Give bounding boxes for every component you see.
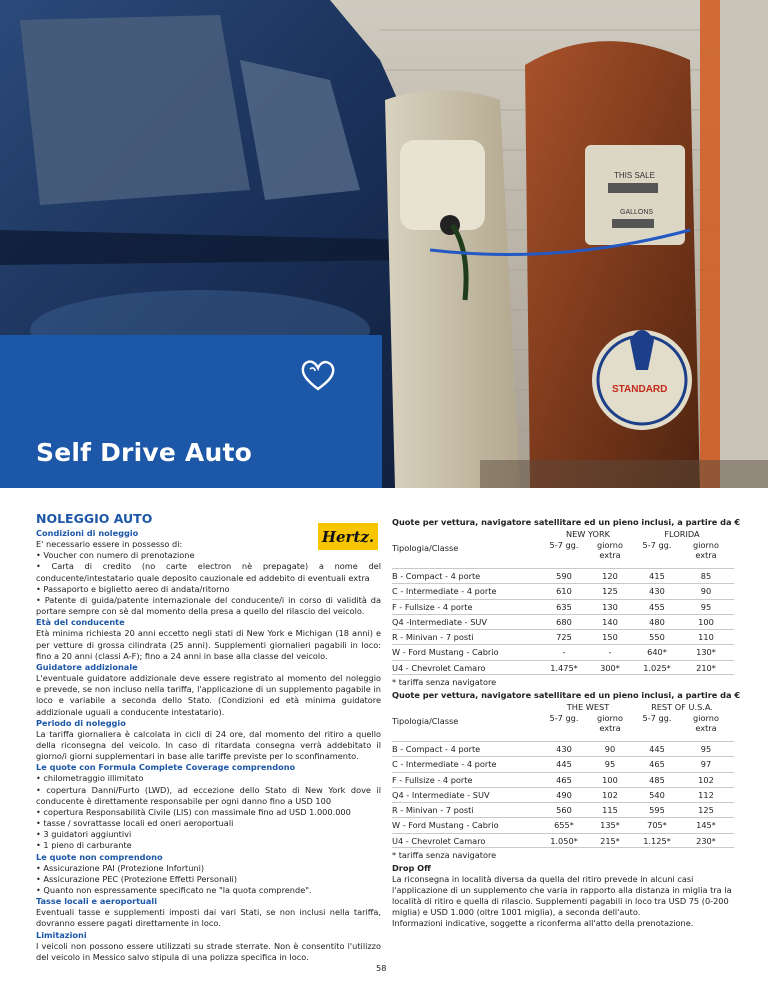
page-title: Self Drive Auto — [36, 438, 252, 467]
table-row — [392, 817, 734, 832]
table-footnote: * tariffa senza navigatore — [392, 850, 497, 861]
cell: 85 — [700, 571, 712, 581]
dropoff-section — [392, 863, 734, 928]
block-line: • Assicurazione PAI (Protezione Infortuni) — [36, 862, 205, 873]
block-line: Eventuali tasse e supplementi imposti dai vari Stati, se non inclusi nella tariffa, dovranno essere pagati direttamente in loco. — [36, 907, 381, 929]
table-row — [392, 629, 734, 644]
block-line: • copertura Responsabilità Civile (LIS) con massimale fino ad USD 1.000.000 — [36, 806, 351, 817]
col-label: 5-7 gg. — [549, 540, 579, 550]
cell: 1.475* — [550, 662, 578, 673]
pump-sign-sale: THIS SALE — [614, 171, 655, 180]
block-line: I veicoli non possono essere utilizzati su strade sterrate. Non è consentito l'utilizzo del veicolo in Messico salvo stipula di una polizza specifica in loco. — [36, 940, 381, 962]
cell: 465 — [649, 759, 665, 770]
table-row — [392, 568, 734, 583]
cell: 300* — [600, 662, 620, 673]
cell: 115 — [602, 805, 618, 816]
section-title: NOLEGGIO AUTO — [36, 511, 153, 526]
cell: 112 — [698, 789, 714, 800]
table-row — [392, 741, 734, 756]
pump-brand-label: STANDARD — [612, 384, 668, 395]
column-header — [392, 540, 734, 562]
cell: 610 — [556, 586, 572, 597]
table-row — [392, 644, 734, 659]
row-label: B - Compact - 4 porte — [392, 571, 481, 581]
col-label-class: Tipologia/Classe — [392, 716, 459, 726]
cell: 120 — [602, 571, 618, 581]
table-row — [392, 660, 734, 675]
block-line: • 3 guidatori aggiuntivi — [36, 829, 132, 840]
cell: 135* — [600, 820, 620, 831]
block-line: • 1 pieno di carburante — [36, 840, 132, 851]
row-label: U4 - Chevrolet Camaro — [392, 835, 486, 846]
block-line: • Quanto non espressamente specificato ne "la quota comprende". — [36, 885, 312, 895]
cell: 95 — [604, 759, 616, 770]
hero-photo — [0, 0, 768, 488]
row-label: R - Minivan - 7 posti — [392, 632, 474, 643]
dropoff-heading: Drop Off — [392, 863, 431, 873]
table-footnote: * tariffa senza navigatore — [392, 677, 497, 688]
row-label: W - Ford Mustang - Cabrio — [392, 820, 499, 831]
block-heading: Periodo di noleggio — [36, 717, 126, 728]
block-line: • Assicurazione PEC (Protezione Effetti Personali) — [36, 873, 238, 884]
cell: 95 — [700, 744, 712, 754]
cell: 215* — [600, 835, 620, 846]
cell: - — [608, 647, 612, 658]
cell: 430 — [649, 586, 665, 597]
cell: 655* — [554, 820, 574, 831]
row-label: F - Fullsize - 4 porte — [392, 774, 473, 785]
col-label: 5-7 gg. — [642, 713, 672, 723]
cell: 415 — [649, 571, 665, 581]
cell: 705* — [647, 820, 667, 831]
col-label: giorno extra — [597, 540, 623, 560]
table-row — [392, 756, 734, 771]
cell: 635 — [556, 601, 572, 612]
cell: 550 — [649, 632, 665, 643]
table-row — [392, 599, 734, 614]
cell: 125 — [698, 805, 714, 816]
region-label: REST OF U.S.A. — [651, 702, 713, 712]
row-label: C - Intermediate - 4 porte — [392, 759, 497, 770]
cell: 445 — [649, 744, 665, 754]
pump-sign-gallons: GALLONS — [620, 209, 654, 216]
row-label: C - Intermediate - 4 porte — [392, 586, 497, 597]
block-line: • chilometraggio illimitato — [36, 773, 144, 784]
table-row — [392, 787, 734, 802]
block-heading: Età del conducente — [36, 617, 125, 628]
row-label: U4 - Chevrolet Camaro — [392, 662, 486, 673]
region-header — [392, 702, 734, 713]
block-heading: Limitazioni — [36, 929, 87, 940]
row-label: B - Compact - 4 porte — [392, 744, 481, 754]
cell: 430 — [556, 744, 572, 754]
cell: 455 — [649, 601, 665, 612]
cell: 102 — [602, 789, 618, 800]
block-line: • Passaporto e biglietto aereo di andata/ritorno — [36, 583, 230, 594]
table-row — [392, 614, 734, 629]
row-label: F - Fullsize - 4 porte — [392, 601, 473, 612]
row-label: W - Ford Mustang - Cabrio — [392, 647, 499, 658]
cell: - — [562, 647, 566, 658]
cell: 1.025* — [643, 662, 671, 673]
block-heading: Le quote con Formula Complete Coverage comprendono — [36, 762, 296, 773]
col-label: giorno extra — [693, 713, 719, 733]
cell: 95 — [700, 601, 712, 612]
cell: 210* — [696, 662, 716, 673]
block-line: • Patente di guida/patente internazionale del conducente/i in corso di validità da portare sempre con sè dal momento della presa a quello del rilascio del veicolo. — [36, 594, 381, 617]
block-heading: Tasse locali e aeroportuali — [36, 896, 158, 907]
block-heading: Le quote non comprendono — [36, 851, 163, 862]
dropoff-text: La riconsegna in località diversa da quella del ritiro prevede in alcuni casi l'applicazione di un supplemento che varia in rapporto alla distanza in miglia tra la località di ritiro e quella di rilascio. Supplementi pagabili in loco tra USD 75 (0-200 miglia) e USD 1.000 (oltre 1001 miglia), a seconda dell'auto. — [392, 873, 732, 917]
block-line: • copertura Danni/Furto (LWD), ad eccezione dello Stato di New York dove il conducente è direttamente responsabile per ogni danno fino a USD 100 — [36, 784, 381, 806]
col-label: 5-7 gg. — [642, 540, 672, 550]
block-line: L'eventuale guidatore addizionale deve essere registrato al momento del noleggio e prevede, se non incluso nella tariffa, l'applicazione di un supplemento pagabile in loco e variabile a seconda dello Stato. (Condizioni ed età minima guidatore addizionale uguali a conducente intestatario). — [36, 673, 381, 717]
dropoff-note: Informazioni indicative, soggette a riconferma all'atto della prenotazione. — [392, 917, 694, 928]
table-title: Quote per vettura, navigatore satellitare ed un pieno inclusi, a partire da € — [392, 690, 741, 700]
cell: 1.125* — [643, 835, 671, 846]
block-line: La tariffa giornaliera è calcolata in cicli di 24 ore, dal momento del ritiro a quello della riconsegna del veicolo. In caso di ritardata consegna verrà addebitato il giorno/i giorni supplementari in base alle tariffe previste per lo sconfinamento. — [36, 728, 381, 762]
cell: 140 — [602, 616, 618, 627]
region-label: THE WEST — [566, 702, 610, 712]
table-body — [392, 741, 734, 848]
column-header — [392, 713, 734, 735]
table-row — [392, 583, 734, 598]
cell: 480 — [649, 616, 665, 627]
cell: 130* — [696, 647, 716, 658]
block-line: • Voucher con numero di prenotazione — [36, 550, 195, 561]
cell: 445 — [556, 759, 572, 770]
cell: 490 — [556, 789, 572, 800]
col-label: giorno extra — [693, 540, 719, 560]
region-header — [392, 529, 734, 540]
cell: 595 — [649, 805, 665, 816]
block-heading: Condizioni di noleggio — [36, 528, 139, 538]
cell: 102 — [698, 774, 714, 785]
block-line: E' necessario essere in possesso di: — [36, 539, 183, 550]
hertz-logo-text: Hertz. — [321, 527, 375, 546]
heart-icon — [300, 358, 336, 392]
table-row — [392, 833, 734, 848]
cell: 560 — [556, 805, 572, 816]
row-label: Q4 - Intermediate - SUV — [392, 789, 490, 800]
table-title: Quote per vettura, navigatore satellitare ed un pieno inclusi, a partire da € — [392, 517, 741, 527]
cell: 97 — [700, 759, 712, 770]
block-heading: Guidatore addizionale — [36, 661, 138, 672]
cell: 100 — [698, 616, 714, 627]
table-row — [392, 772, 734, 787]
table-row — [392, 802, 734, 817]
col-label-class: Tipologia/Classe — [392, 543, 459, 553]
block-line: • tasse / sovrattasse locali ed oneri aeroportuali — [36, 818, 234, 829]
col-label: 5-7 gg. — [549, 713, 579, 723]
cell: 680 — [556, 616, 572, 627]
cell: 465 — [556, 774, 572, 785]
cell: 1.050* — [550, 835, 578, 846]
cell: 725 — [556, 632, 572, 643]
row-label: R - Minivan - 7 posti — [392, 805, 474, 816]
cell: 150 — [602, 632, 618, 643]
cell: 130 — [602, 601, 618, 612]
cell: 590 — [556, 571, 572, 581]
block-line: Età minima richiesta 20 anni eccetto negli stati di New York e Michigan (18 anni) e per vetture di grossa cilindrata (25 anni). Supplementi giornalieri pagabili in loco: fino a 20 anni (classi A-F); fino a 24 anni in base alla classe del veicolo. — [36, 628, 381, 661]
cell: 90 — [700, 586, 712, 597]
block-line: • Carta di credito (no carte electron nè prepagate) a nome del conducente/intestatario quale deposito cauzionale ed addebito di eventuali extra — [36, 561, 381, 583]
table-body — [392, 568, 734, 675]
cell: 125 — [602, 586, 618, 597]
rental-conditions — [36, 528, 381, 963]
cell: 485 — [649, 774, 665, 785]
rates-table-west-usa — [392, 690, 741, 861]
page-number: 58 — [376, 963, 387, 973]
row-label: Q4 -Intermediate - SUV — [392, 616, 487, 627]
cell: 230* — [696, 835, 716, 846]
rates-table-ny-florida — [392, 517, 741, 688]
cell: 640* — [647, 647, 667, 658]
cell: 540 — [649, 789, 665, 800]
region-label: FLORIDA — [664, 529, 700, 539]
cell: 90 — [604, 744, 616, 754]
cell: 145* — [696, 820, 716, 831]
cell: 110 — [698, 632, 714, 643]
region-label: NEW YORK — [565, 529, 611, 539]
cell: 100 — [602, 774, 618, 785]
col-label: giorno extra — [597, 713, 623, 733]
